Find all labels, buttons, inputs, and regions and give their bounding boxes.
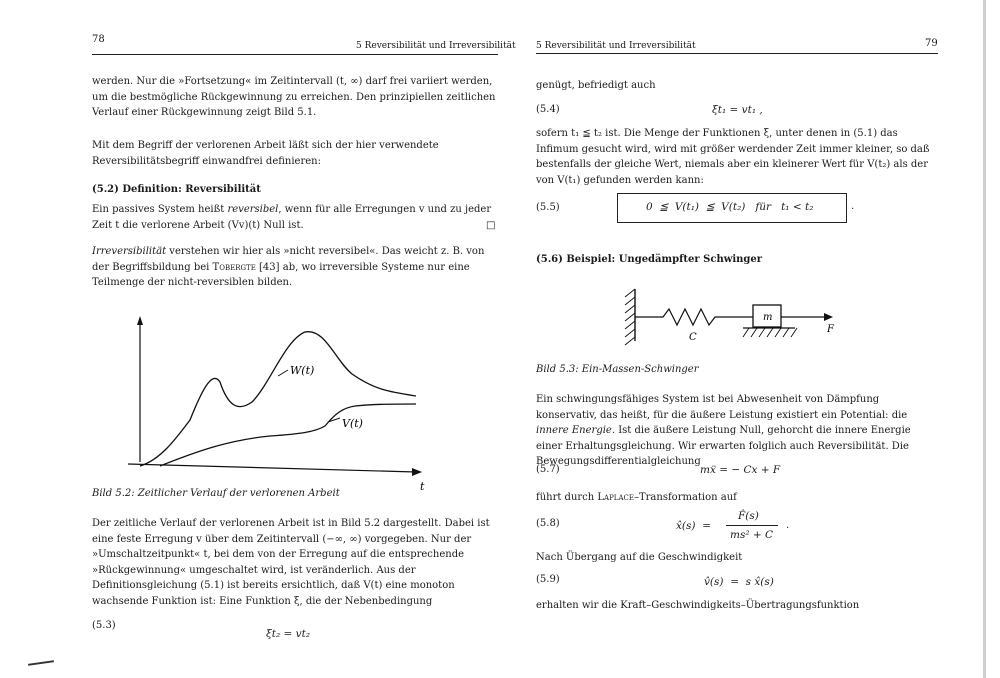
- irreversibility-text-part-1: verstehen wir hier als »nicht reversibel«. Das weicht z. B. von der Begriffsbildung bei: [92, 246, 485, 273]
- right-edge-shadow: [983, 0, 986, 678]
- definition-text-part-2: , wenn für alle Erregungen v und zu jeder Zeit t die verlorene Arbeit (Vv)(t) Null ist.: [92, 204, 492, 231]
- laplace-line-part-2: –Transformation auf: [633, 492, 737, 503]
- spring: [635, 309, 753, 325]
- laplace-line-part-1: führt durch: [536, 492, 598, 503]
- definition-text: [92, 202, 498, 233]
- right-line-1: genügt, befriedigt auch: [536, 80, 656, 91]
- t-axis-label: t: [420, 480, 425, 493]
- eq-5-8-number: (5.8): [536, 518, 560, 529]
- eq-5-9-number: (5.9): [536, 574, 560, 585]
- ground-hatching: [743, 328, 797, 337]
- eq-5-8-lhs: x̂(s) =: [676, 520, 711, 532]
- force-label: F: [827, 324, 834, 335]
- left-header-rule: [92, 54, 498, 55]
- x-axis-arrow: [412, 468, 422, 476]
- definition-term: reversibel: [227, 204, 279, 215]
- irreversibility-paragraph: [92, 244, 498, 291]
- wall-hatching: [625, 289, 635, 345]
- figure-5-3-caption: Bild 5.3: Ein-Massen-Schwinger: [536, 364, 699, 375]
- eq-5-8-trailing-dot: .: [786, 520, 790, 531]
- force-arrow: [824, 313, 833, 321]
- qed-symbol: □: [486, 220, 496, 231]
- right-running-header: 5 Reversibilität und Irreversibilität: [536, 41, 696, 51]
- eq-5-3: ξt₂ = vt₂: [266, 628, 311, 640]
- irreversibility-term: Irreversibilität: [92, 246, 167, 257]
- left-running-header: 5 Reversibilität und Irreversibilität: [356, 41, 516, 51]
- definition-heading: (5.2) Definition: Reversibilität: [92, 184, 261, 195]
- curve-w-leader: [278, 370, 288, 376]
- eq-5-5-trailing-dot: .: [851, 201, 855, 212]
- definition-text-part-1: Ein passives System heißt: [92, 204, 228, 215]
- figure-mass-spring-system: [615, 285, 855, 347]
- left-page-number: 78: [92, 34, 105, 45]
- eq-5-5: 0 ≦ V(t₁) ≦ V(t₂) für t₁ < t₂: [646, 201, 814, 213]
- figure-lost-work-plot: [120, 310, 440, 495]
- example-heading: (5.6) Beispiel: Ungedämpfter Schwinger: [536, 254, 763, 265]
- curve-v-label: V(t): [342, 417, 363, 430]
- left-paragraph-3: Der zeitliche Verlauf der verlorenen Arbeit ist in Bild 5.2 dargestellt. Dabei ist eine feste Erregung v über dem Zeitintervall (−∞, ∞) vorgegeben. Nur der »Umschaltzeitpunkt« t, bei dem von der Erregung auf die entsprechende »Rückgewinnung« umgeschaltet wird, ist veränderlich. Aus der Definitionsgleichung (5.1) ist bereits ersichtlich, daß V(t) eine monoton wachsende Funktion ist: Eine Funktion ξ, die der Nebenbedingung: [92, 518, 490, 607]
- right-header-rule: [536, 53, 938, 54]
- eq-5-4-number: (5.4): [536, 104, 560, 115]
- laplace-name: Laplace: [597, 492, 634, 503]
- inner-energy-term: innere Energie: [536, 425, 612, 436]
- right-paragraph-2: [536, 392, 938, 470]
- eq-5-7-number: (5.7): [536, 464, 560, 475]
- right-paragraph-1: sofern t₁ ≦ t₂ ist. Die Menge der Funktionen ξ, unter denen in (5.1) das Infimum gesucht wird, wird mit größer werdender Zeit immer kleiner, so daß bestenfalls der gleiche Wert, niemals aber ein kleinerer Wert für V(t₂) als der von V(t₁) gefunden werden kann:: [536, 128, 930, 186]
- right-paragraph-2-part-1: Ein schwingungsfähiges System ist bei Abwesenheit von Dämpfung konservativ, das heißt, für die äußere Leistung existiert ein Potential: die: [536, 394, 908, 421]
- right-page-number: 79: [925, 38, 938, 49]
- left-paragraph-1: werden. Nur die »Fortsetzung« im Zeitintervall (t, ∞) darf frei variiert werden, um die bestmögliche Rückgewinnung zu erreichen. Den prinzipiellen zeitlichen Verlauf einer Rückgewinnung zeigt Bild 5.1.: [92, 76, 496, 118]
- curve-v: [160, 404, 416, 466]
- curve-w: [140, 332, 416, 466]
- eq-5-8-fraction-bar: [726, 525, 778, 526]
- eq-5-8-denominator: ms² + C: [730, 529, 774, 541]
- eq-5-5-number: (5.5): [536, 202, 560, 213]
- figure-5-2-caption: Bild 5.2: Zeitlicher Verlauf der verlorenen Arbeit: [92, 488, 340, 499]
- author-tobergte: Tobergte: [212, 261, 256, 273]
- irreversibility-text-part-2: [43] ab, wo irreversible Systeme nur eine Teilmenge der nicht-reversiblen bilden.: [92, 261, 470, 288]
- laplace-line: [536, 490, 938, 506]
- left-paragraph-2: Mit dem Begriff der verlorenen Arbeit läßt sich der hier verwendete Reversibilitätsbegriff einwandfrei definieren:: [92, 140, 439, 167]
- curve-w-label: W(t): [290, 364, 315, 377]
- right-paragraph-2-part-2: . Ist die äußere Leistung Null, gehorcht die innere Energie einer Erhaltungsgleichung. Wir erwarten folglich auch Reversibilität. Die Bewegungsdifferentialgleichung: [536, 425, 911, 467]
- eq-5-8-numerator: F̂(s): [738, 510, 759, 522]
- right-last-line: erhalten wir die Kraft–Geschwindigkeits–Übertragungsfunktion: [536, 600, 860, 611]
- eq-5-4: ξt₁ = vt₁ ,: [712, 104, 763, 116]
- eq-5-9: v̂(s) = s x̂(s): [704, 576, 774, 588]
- eq-5-7: mẍ = − Cx + F: [700, 464, 781, 476]
- x-axis: [128, 464, 416, 472]
- mass-label: m: [763, 312, 773, 323]
- scan-artifact-bottom-left: [28, 660, 54, 666]
- spring-label: C: [689, 332, 697, 343]
- eq-5-3-number: (5.3): [92, 620, 116, 631]
- y-axis-arrow: [137, 316, 143, 325]
- right-line-nach: Nach Übergang auf die Geschwindigkeit: [536, 552, 743, 563]
